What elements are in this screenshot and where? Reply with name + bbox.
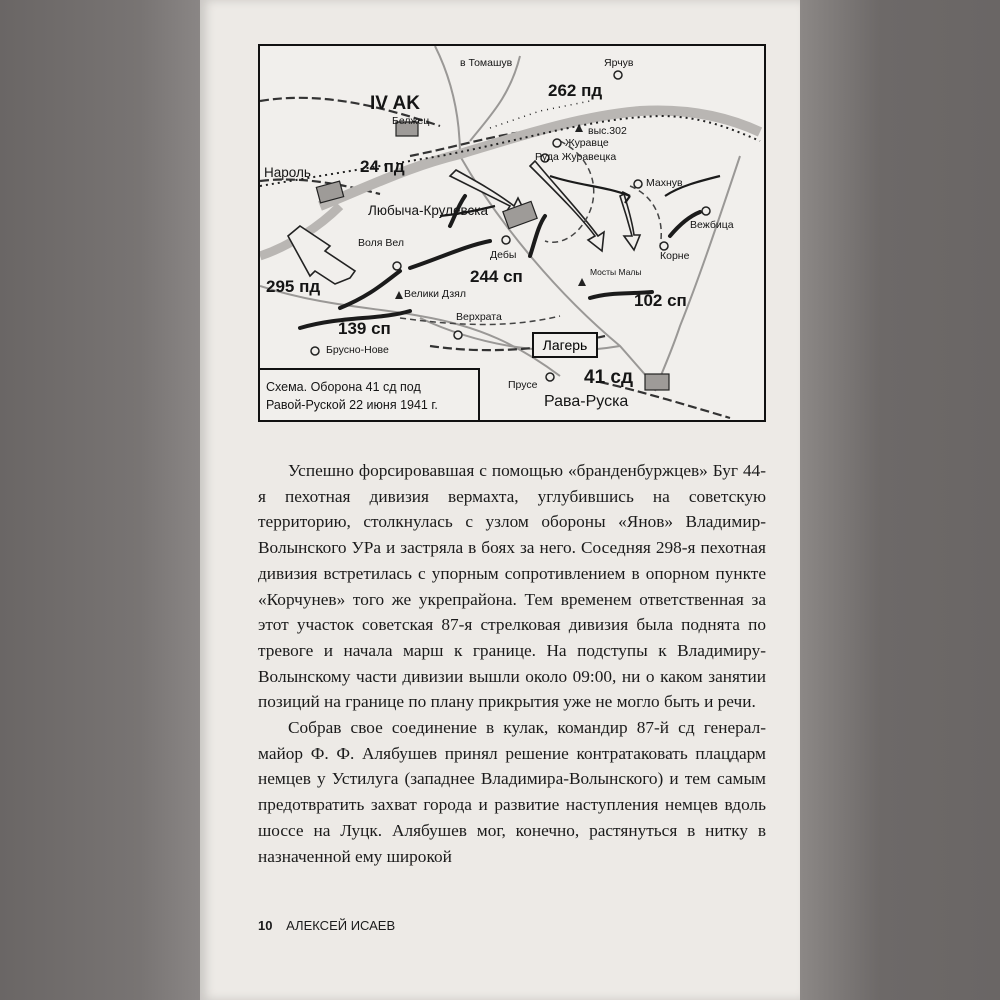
label-zhuravtse: Журавце <box>565 137 609 149</box>
defense-line-244 <box>410 241 490 268</box>
paragraph-2: Собрав свое соединение в кулак, командир 87-й сд генерал-майор Ф. Ф. Алябушев принял решение контратаковать плацдарм немцев у Устилуга (западнее Владимира-Волынского) и тем самым предотвратить захват города и развитие наступления немцев вдоль шоссе на Луцк. Алябушев мог, конечно, растянуться в нитку в назначенной ему широкой <box>258 718 766 866</box>
settlement-makhnuv <box>634 180 642 188</box>
label-102-regiment: 102 сп <box>634 291 687 310</box>
label-139-regiment: 139 сп <box>338 319 391 338</box>
label-yarchuv: Ярчув <box>604 57 634 69</box>
map-caption <box>260 368 480 420</box>
town-rava <box>645 374 669 390</box>
border-line <box>260 116 760 186</box>
height-veliki-marker <box>395 291 403 299</box>
label-mosty-maly: Мосты Малы <box>590 267 642 277</box>
label-295-division: 295 пд <box>266 277 321 296</box>
label-tomashuv: в Томашув <box>460 57 513 69</box>
right-page-edge <box>800 0 1000 1000</box>
label-veliki-dzyal: Велики Дзял <box>404 288 466 300</box>
label-makhnuv: Махнув <box>646 177 683 189</box>
settlement-volya <box>393 262 401 270</box>
settlement-brusno <box>311 347 319 355</box>
settlement-mosty-marker <box>578 278 586 286</box>
label-vezhbitsa: Вежбица <box>690 219 734 231</box>
map-drawing <box>260 46 764 420</box>
left-page-edge <box>0 0 200 1000</box>
settlement-deby <box>502 236 510 244</box>
paragraph-1: Успешно форсировавшая с помощью «бранденбуржцев» Буг 44-я пехотная дивизия вермахта, углубившись на советскую территорию, столкнулась с узлом обороны «Янов» Владимир-Волынского УРа и застряла в боях за него. Соседняя 298-я пехотная дивизия встретилась с упорным сопротивлением в опорном пункте «Корчунев» того же укрепрайона. Тем временем ответственная за этот участок советская 87-я стрелковая дивизия была поднята по тревоге и начала марш к границе. На подступы к Владимиру-Волынскому части дивизии вышли около 09:00, ни о каком занятии позиций на границе по плану прикрытия уже не могло быть и речи. <box>258 461 766 712</box>
map-caption-line-1: Схема. Оборона 41 сд под <box>266 380 421 394</box>
label-deby: Дебы <box>490 249 517 261</box>
road <box>655 156 740 391</box>
label-pruse: Прусе <box>508 379 538 391</box>
label-ruda-zhuravetska: Руда Журавецка <box>535 151 617 163</box>
page-number: 10 <box>258 918 273 933</box>
settlement-pruse <box>546 373 554 381</box>
running-author: АЛЕКСЕЙ ИСАЕВ <box>286 918 396 933</box>
body-text <box>258 458 766 869</box>
label-41-division: 41 сд <box>584 367 634 388</box>
label-rava-ruska: Рава-Руска <box>544 393 629 410</box>
page-footer <box>258 918 395 933</box>
map-caption-line-2: Равой-Руской 22 июня 1941 г. <box>266 398 438 412</box>
label-262-division: 262 пд <box>548 81 603 100</box>
settlement-verkhrata <box>454 331 462 339</box>
label-height-302: выс.302 <box>588 125 627 137</box>
settlement-korne <box>660 242 668 250</box>
camp-box: Лагерь <box>532 332 598 358</box>
settlement-vezhbitsa <box>702 207 710 215</box>
label-verkhrata: Верхрата <box>456 311 502 323</box>
battle-map <box>258 44 766 422</box>
label-volya-vel: Воля Вел <box>358 237 404 249</box>
attack-arrow <box>530 161 604 251</box>
label-iv-corps: IV AK <box>370 93 420 114</box>
label-narol: Нароль <box>264 165 311 180</box>
attack-arrow <box>620 194 640 250</box>
label-korne: Корне <box>660 250 690 262</box>
label-lyubycha-krulevska: Любыча-Крулевска <box>368 203 488 218</box>
settlement-yarchuv <box>614 71 622 79</box>
defense-line <box>530 216 545 256</box>
label-24-division: 24 пд <box>360 157 405 176</box>
settlement-zhuravtse <box>553 139 561 147</box>
label-244-regiment: 244 сп <box>470 267 523 286</box>
label-belzhets: Белжец <box>392 115 430 127</box>
label-brusno-nove: Брусно-Нове <box>326 344 389 356</box>
road <box>435 46 460 156</box>
attack-arrow-295 <box>288 226 355 284</box>
